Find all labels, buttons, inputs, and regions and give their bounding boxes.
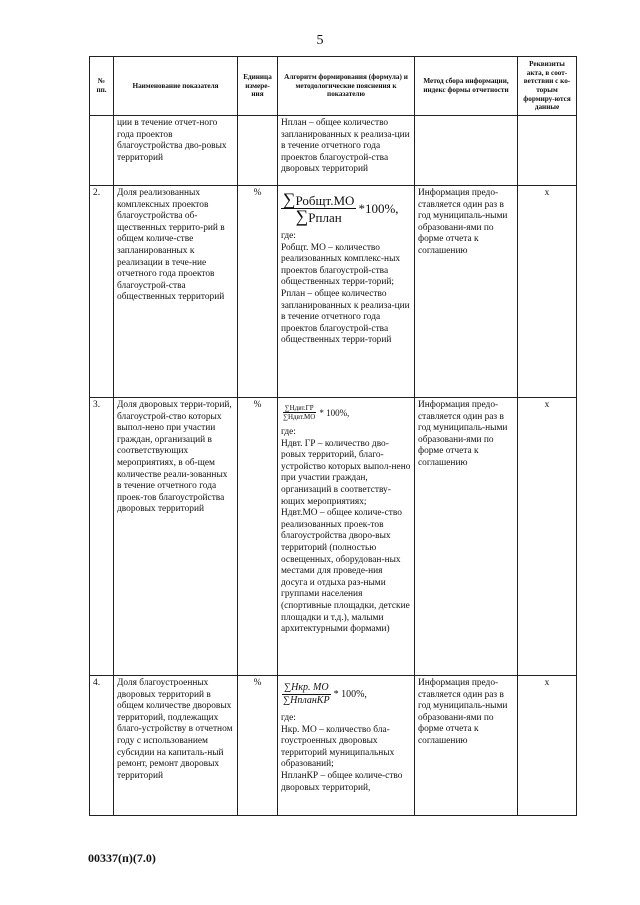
page-number: 5 [316,33,324,48]
collection-method [415,116,518,186]
algorithm-text: где: [281,427,296,437]
table-row [90,116,577,186]
formula-numerator: Нкр. МО [291,682,329,693]
indicator-name: ции в течение отчет-ного года проектов благоустройства дво-ровых территорий [114,116,238,186]
requisites: x [518,676,577,816]
requisites: x [518,398,577,676]
algorithm-text: где: [281,713,296,723]
indicator-name: Доля реализованных комплексных проектов благоустройства об-щественных террито-рий в общем количе-стве запланированных к реализации в тече-ние отчетного года проектов благоустрой-ства общественных территорий [114,186,238,398]
indicator-name: Доля дворовых терри-торий, благоустрой-ство которых выпол-нено при участии граждан, организаций в соответствующих мероприятиях, в об-щем количестве реали-зованных в течение отчетного года проек-тов благоустройства дворовых территорий [114,398,238,676]
formula-denominator: Ндвт.МО [288,413,316,421]
formula-denominator: НпланКР [290,695,330,706]
indicator-name: Доля благоустроенных дворовых территорий в общем количестве дворовых территорий, подлежащих благо-устройству в отчетном году с использованием субсидии на капиталь-ный ремонт, ремонт дворовых территорий [114,676,238,816]
header-requisites: Реквизиты акта, в соот-ветствии с ко-торым формиру-ются данные [518,57,577,116]
table-row [90,186,577,398]
collection-method: Информация предо-ставляется один раз в год муниципаль-ными образовани-ями по форме отчета к соглашению [415,398,518,676]
algorithm-text: НпланКР – общее количе-ство дворовых территорий, [281,770,403,793]
table-row [90,676,577,816]
collection-method: Информация предо-ставляется один раз в год муниципаль-ными образовани-ями по форме отчета к соглашению [415,676,518,816]
requisites: x [518,186,577,398]
header-name: Наименование показателя [114,57,238,116]
algorithm-text: Ндвт.МО – общее количе-ство реализованных проек-тов благоустройства дворо-вых территорий (полностью освещенных, оборудован-ных местами для проведе-ния досуга и отдыха раз-ными группами населения (спортивные площадки, детские площадки и т.д.), малыми архитектурными формами) [281,508,410,635]
row-number: 2. [90,186,114,398]
header-algorithm: Алгоритм формирования (формула) и методологические пояснения к показателю [278,57,415,116]
formula [281,682,411,707]
formula [281,189,411,226]
formula-tail: * 100%, [333,688,367,700]
header-row [90,57,577,116]
indicator-algorithm [278,398,415,676]
formula-tail: * 100%, [319,407,350,418]
formula-fraction: $\frac{\text{∑Робщт.МО}}{\text{∑Рплан}}$ [283,189,355,226]
row-number [90,116,114,186]
document-code: 00337(п)(7.0) [88,851,156,865]
table-row [90,398,577,676]
collection-method: Информация предо-ставляется один раз в год муниципаль-ными образовани-ями по форме отчета к соглашению [415,186,518,398]
formula-numerator: Робщт.МО [295,193,355,208]
formula-denominator: Рплан [308,210,342,225]
indicator-algorithm [278,186,415,398]
formula-fraction: $\frac{\text{∑Нкр. МО}}{\text{∑НпланКР}}$ [283,682,330,706]
algorithm-text: Нкр. МО – количество бла-гоустроенных дворовых территорий муниципальных образований; [281,724,395,770]
indicator-unit: % [238,186,278,398]
algorithm-text: где: [281,231,296,241]
row-number: 3. [90,398,114,676]
indicator-algorithm [278,116,415,186]
indicator-unit: % [238,398,278,676]
algorithm-text: Нплан – общее количество запланированных к реализа-ции в течение отчетного года проектов благоустрой-ства дворовых территорий [281,118,410,175]
formula-fraction: $\frac{\text{∑Ндвт.ГР}}{\text{∑Ндвт.МО}}$ [283,404,316,421]
indicators-table [89,56,577,816]
indicator-unit: % [238,676,278,816]
formula-tail: *100%, [358,201,399,216]
formula-numerator: Ндвт.ГР [289,404,314,412]
algorithm-text: Робщт. МО – количество реализованных комплекс-ных проектов благоустрой-ства общественных терри-торий; [281,242,401,288]
header-method: Метод сбора информации, индекс формы отчетности [415,57,518,116]
algorithm-text: Рплан – общее количество запланированных к реализа-ции в течение отчетного года проектов благоустрой-ства общественных терри-торий [281,288,410,346]
requisites [518,116,577,186]
formula [281,404,411,421]
row-number: 4. [90,676,114,816]
algorithm-text: Ндвт. ГР – количество дво-ровых территорий, благо-устройство которых выпол-нено при участии граждан, организаций в соответству-ющих мероприятиях; [281,438,411,507]
header-no: № пп. [90,57,114,116]
indicator-algorithm [278,676,415,816]
indicator-unit [238,116,278,186]
header-unit: Единица измере-ния [238,57,278,116]
